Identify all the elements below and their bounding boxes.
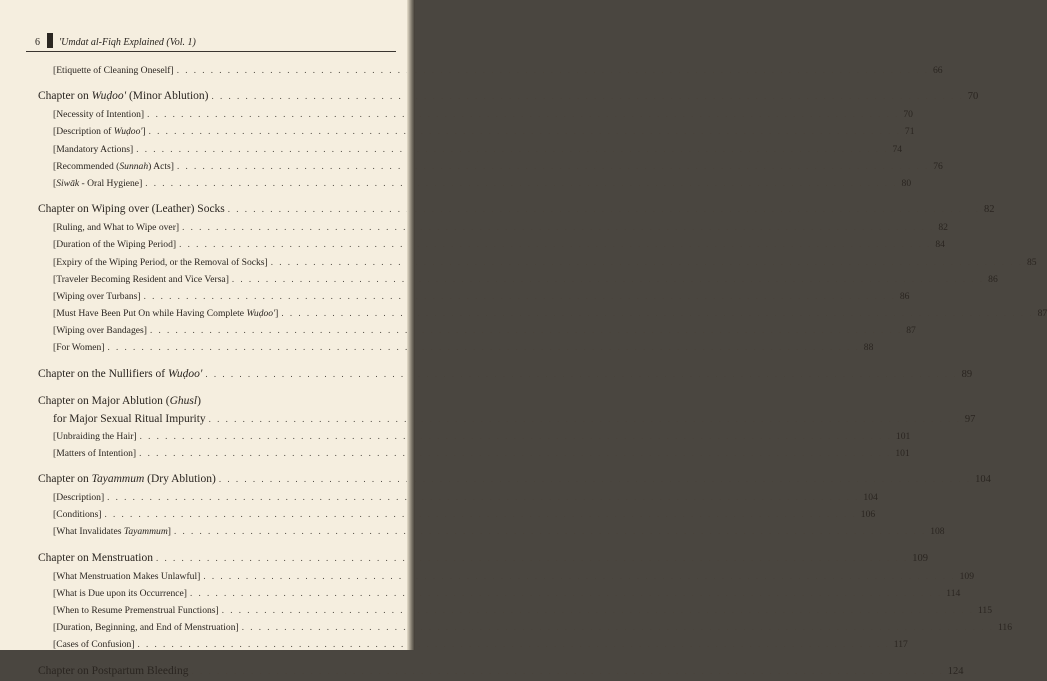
toc-dot-leader	[242, 619, 994, 636]
toc-dot-leader	[144, 288, 896, 305]
toc-page-number: 109	[959, 570, 974, 582]
toc-chapter-entry	[38, 470, 991, 489]
toc-dot-leader	[182, 219, 934, 236]
toc-chapter-entry	[38, 549, 928, 568]
toc-entry-title	[53, 305, 278, 322]
toc-title-part: (Dry Ablution)	[144, 473, 216, 485]
toc-section-entry	[38, 123, 915, 140]
toc-section-entry	[38, 636, 908, 653]
toc-page-number: 114	[946, 587, 961, 599]
toc-section-entry	[38, 175, 912, 192]
toc-entry-title	[53, 585, 187, 602]
toc-entry-title	[53, 141, 133, 158]
toc-title-part: Chapter on Major Ablution (	[38, 394, 170, 407]
toc-dot-leader	[209, 410, 961, 428]
toc-title-part: ) Acts]	[148, 160, 174, 172]
toc-title-part: [What Menstruation Makes Unlawful]	[53, 570, 201, 582]
toc-section-entry	[38, 506, 876, 523]
toc-page-number: 104	[975, 474, 991, 485]
toc-title-part: [Necessity of Intention]	[53, 109, 145, 121]
toc-title-italic-part: Ghusl	[169, 394, 198, 407]
toc-dot-leader	[139, 445, 891, 462]
toc-title-italic-part: Sunnah	[119, 160, 149, 172]
toc-dot-leader	[145, 175, 897, 192]
toc-chapter-entry	[38, 87, 979, 106]
toc-section-entry	[38, 158, 943, 175]
toc-page-number: 89	[961, 368, 973, 380]
toc-spacer	[38, 384, 390, 392]
toc-entry-title	[53, 322, 147, 339]
toc-title-part: [Mandatory Actions]	[53, 143, 134, 155]
toc-page-number: 80	[901, 177, 912, 189]
toc-title-part: )	[197, 394, 201, 407]
toc-section-entry	[38, 288, 910, 305]
toc-title-part: [Must Have Been Put On while Having Complete	[53, 308, 247, 320]
toc-dot-leader	[281, 305, 1033, 322]
page-number: 6	[35, 37, 40, 48]
toc-section-entry	[38, 428, 911, 445]
toc-dot-leader	[191, 662, 943, 681]
toc-title-italic-part: Tayammum	[123, 526, 168, 538]
toc-chapter-entry	[38, 392, 390, 410]
toc-title-part: [Unbraiding the Hair]	[53, 430, 137, 442]
toc-title-part: [When to Resume Premenstrual Functions]	[53, 604, 219, 616]
toc-entry-title	[53, 158, 174, 175]
toc-page-number: 104	[863, 492, 878, 503]
toc-section-entry	[38, 322, 916, 339]
toc-chapter-entry	[38, 662, 964, 681]
toc-dot-leader	[105, 506, 857, 523]
toc-dot-leader	[271, 254, 1023, 271]
toc-section-entry	[38, 305, 1047, 322]
toc-entry-title	[53, 489, 104, 506]
toc-dot-leader	[222, 602, 974, 619]
toc-title-part: ]	[167, 526, 171, 538]
running-header	[26, 30, 396, 54]
toc-title-part: Chapter on the Nullifiers of	[38, 367, 168, 380]
toc-spacer	[38, 541, 390, 549]
toc-entry-title	[53, 123, 146, 140]
toc-entry-title	[38, 470, 216, 489]
toc-page-number: 86	[988, 273, 998, 285]
toc-entry-title	[38, 549, 153, 568]
toc-title-part: [Wiping over Bandages]	[53, 325, 147, 337]
toc-page-number: 84	[935, 239, 945, 251]
toc-page-number: 116	[997, 622, 1013, 634]
toc-dot-leader	[150, 322, 902, 339]
toc-page-number: 109	[912, 552, 928, 564]
toc-dot-leader	[107, 489, 859, 506]
toc-entry-title	[53, 445, 136, 462]
toc-section-entry	[38, 219, 948, 236]
toc-section-entry	[38, 489, 878, 506]
toc-page-number: 87	[906, 325, 916, 337]
toc-title-part: ]	[142, 126, 146, 138]
toc-dot-leader	[174, 523, 926, 540]
toc-entry-title	[53, 106, 144, 123]
toc-entry-title	[38, 200, 225, 219]
toc-spacer	[38, 192, 390, 200]
toc-title-part: (Minor Ablution)	[126, 90, 209, 103]
toc-page-number: 88	[863, 342, 874, 354]
toc-dot-leader	[203, 568, 955, 585]
toc-entry-title	[38, 87, 208, 106]
toc-title-part: [For Women]	[53, 342, 105, 354]
toc-entry-title	[53, 428, 137, 445]
toc-dot-leader	[190, 585, 942, 602]
toc-entry-title	[53, 175, 142, 192]
toc-page-number: 82	[984, 204, 995, 216]
toc-entry-title	[53, 523, 171, 540]
toc-entry-title	[38, 662, 188, 681]
toc-section-entry	[38, 271, 998, 288]
toc-title-part: Chapter on	[38, 473, 92, 485]
toc-dot-leader	[138, 636, 890, 653]
toc-dot-leader	[140, 428, 892, 445]
toc-dot-leader	[136, 141, 888, 158]
toc-section-entry	[38, 445, 910, 462]
toc-title-part: Chapter on Menstruation	[38, 551, 153, 564]
toc-section-entry	[38, 585, 961, 602]
toc-entry-title	[53, 254, 268, 271]
toc-page-number: 82	[938, 222, 948, 234]
toc-dot-leader	[177, 158, 929, 175]
toc-page-number: 66	[932, 65, 943, 76]
toc-title-italic-part: Tayammum	[91, 473, 145, 485]
toc-title-part: for Major Sexual Ritual Impurity	[53, 412, 206, 425]
toc-section-entry	[38, 602, 993, 619]
toc-entry-title	[53, 506, 102, 523]
toc-chapter-entry	[38, 410, 976, 428]
toc-section-entry	[38, 568, 974, 585]
header-bar-ornament	[47, 33, 53, 48]
toc-section-entry	[38, 254, 1037, 271]
toc-page-number: 115	[977, 604, 993, 616]
table-of-contents	[38, 62, 1047, 681]
toc-page-number: 101	[895, 447, 910, 459]
toc-title-part: [Etiquette of Cleaning Oneself]	[53, 65, 174, 76]
toc-title-part: [Cases of Confusion]	[53, 639, 135, 651]
toc-entry-title	[53, 219, 179, 236]
toc-title-part: [Matters of Intention]	[53, 447, 137, 459]
toc-title-part: [Duration, Beginning, and End of Menstruation]	[53, 622, 239, 634]
toc-entry-title	[38, 392, 201, 410]
toc-title-part: Chapter on Wiping over (Leather) Socks	[38, 203, 225, 216]
toc-entry-title	[53, 62, 174, 79]
toc-section-entry	[38, 339, 874, 356]
toc-page-number: 108	[930, 526, 945, 538]
toc-entry-title	[53, 339, 105, 356]
toc-title-part: ]	[275, 308, 279, 320]
toc-section-entry	[38, 141, 903, 158]
toc-title-italic-part: Wuḍoo'	[246, 308, 276, 320]
toc-title-part: Chapter on Postpartum Bleeding	[38, 664, 189, 677]
toc-title-part: Chapter on	[38, 90, 92, 103]
toc-entry-title	[53, 568, 200, 585]
toc-dot-leader	[205, 365, 957, 384]
toc-title-part: [Description]	[53, 492, 105, 503]
toc-entry-title	[38, 365, 202, 384]
toc-spacer	[38, 79, 390, 87]
toc-entry-title	[53, 619, 239, 636]
toc-section-entry	[38, 619, 1013, 636]
toc-title-part: [What is Due upon its Occurrence]	[53, 587, 187, 599]
toc-page-number: 97	[964, 413, 976, 425]
toc-title-part: [Ruling, and What to Wipe over]	[53, 222, 180, 234]
toc-title-part: [	[53, 177, 57, 189]
toc-title-part: [Conditions]	[53, 509, 102, 521]
toc-title-part: [Duration of the Wiping Period]	[53, 239, 177, 251]
toc-title-italic-part: Wuḍoo'	[167, 367, 203, 380]
toc-chapter-entry	[38, 365, 973, 384]
toc-page-number: 70	[967, 91, 979, 103]
toc-page-number: 86	[899, 290, 910, 302]
toc-page-number: 117	[893, 639, 908, 651]
toc-title-part: [Traveler Becoming Resident and Vice Versa]	[53, 273, 229, 285]
toc-dot-leader	[108, 339, 860, 356]
toc-dot-leader	[156, 549, 908, 568]
toc-dot-leader	[219, 470, 971, 489]
toc-section-entry	[38, 62, 943, 79]
running-title: 'Umdat al-Fiqh Explained (Vol. 1)	[59, 37, 196, 48]
toc-title-part: [Wiping over Turbans]	[53, 290, 141, 302]
toc-entry-title	[53, 236, 176, 253]
toc-page-number: 85	[1026, 256, 1037, 268]
toc-chapter-entry	[38, 200, 995, 219]
toc-title-italic-part: Siwāk	[56, 177, 80, 189]
toc-title-italic-part: Wuḍoo'	[91, 90, 127, 103]
toc-title-italic-part: Wuḍoo'	[113, 126, 143, 138]
toc-page-number: 71	[904, 126, 915, 138]
toc-section-entry	[38, 106, 913, 123]
toc-section-entry	[38, 523, 945, 540]
header-rule	[26, 51, 396, 52]
toc-entry-title	[53, 636, 135, 653]
toc-dot-leader	[179, 236, 931, 253]
toc-dot-leader	[211, 87, 963, 106]
toc-spacer	[38, 357, 390, 365]
toc-dot-leader	[149, 123, 901, 140]
toc-title-part: - Oral Hygiene]	[79, 177, 143, 189]
toc-page-number: 124	[947, 665, 964, 677]
toc-title-part: [Recommended (	[53, 160, 120, 172]
toc-title-part: [What Invalidates	[53, 526, 124, 538]
toc-dot-leader	[147, 106, 899, 123]
toc-page-number: 70	[903, 109, 913, 121]
toc-spacer	[38, 462, 390, 470]
toc-title-part: [Expiry of the Wiping Period, or the Removal of Socks]	[53, 256, 268, 268]
toc-page-number: 76	[933, 160, 943, 172]
toc-page-number: 74	[892, 143, 903, 155]
toc-entry-title	[53, 288, 141, 305]
toc-dot-leader	[232, 271, 984, 288]
toc-page-number: 101	[895, 430, 911, 442]
toc-entry-title	[53, 271, 229, 288]
toc-dot-leader	[228, 200, 980, 219]
toc-dot-leader	[177, 62, 929, 79]
toc-entry-title	[53, 602, 219, 619]
toc-spacer	[38, 654, 390, 662]
toc-entry-title	[53, 410, 206, 428]
toc-page-number: 87	[1037, 308, 1047, 320]
toc-section-entry	[38, 236, 945, 253]
toc-page-number: 106	[860, 509, 876, 521]
toc-title-part: [Description of	[53, 126, 114, 138]
